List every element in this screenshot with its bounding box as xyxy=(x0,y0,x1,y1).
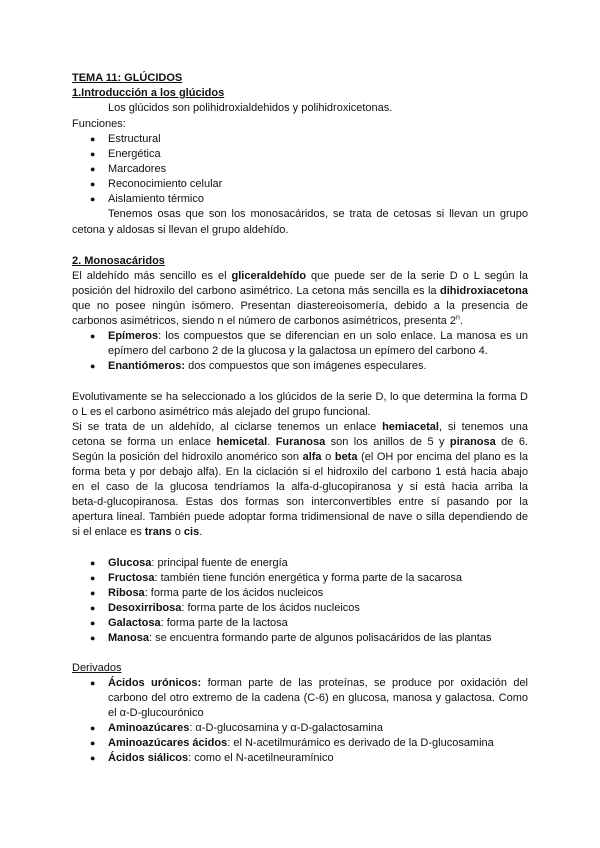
bullet-icon: ● xyxy=(90,588,96,598)
bullet-icon: ● xyxy=(90,361,96,371)
sugar-item: Glucosa: principal fuente de energía xyxy=(108,557,288,569)
bullet-icon: ● xyxy=(90,723,96,733)
derivado-item: el α-D-glucourónico xyxy=(108,707,204,719)
sugar-item: Ribosa: forma parte de los ácidos nucleicos xyxy=(108,587,324,599)
bullet-icon: ● xyxy=(90,134,96,144)
bullet-icon: ● xyxy=(90,678,96,688)
paragraph-line: en el caso de la glucosa tendríamos la alfa-d-glucopiranosa y si está hacia arriba la xyxy=(72,481,528,493)
bullet-icon: ● xyxy=(90,194,96,204)
bullet-icon: ● xyxy=(90,558,96,568)
paragraph-line: si el enlace es trans o cis. xyxy=(72,526,203,538)
funciones-label: Funciones: xyxy=(72,118,126,130)
derivado-item: Ácidos siálicos: como el N-acetilneuramínico xyxy=(108,752,334,764)
bullet-icon: ● xyxy=(90,603,96,613)
funcion-item: Estructural xyxy=(108,133,161,145)
osas-text: cetona y aldosas si llevan el grupo aldehído. xyxy=(72,224,289,236)
paragraph-line: El aldehído más sencillo es el gliceraldehído que puede ser de la serie D o L según la xyxy=(72,270,528,282)
funcion-item: Aislamiento térmico xyxy=(108,193,204,205)
bullet-icon: ● xyxy=(90,149,96,159)
bullet-icon: ● xyxy=(90,753,96,763)
derivado-item: Aminoazúcares: α-D-glucosamina y α-D-galactosamina xyxy=(108,722,383,734)
section-1-heading: 1.Introducción a los glúcidos xyxy=(72,87,225,99)
funcion-item: Marcadores xyxy=(108,163,167,175)
osas-text: Tenemos osas que son los monosacáridos, se trata de cetosas si llevan un grupo xyxy=(108,208,528,220)
sugar-item: Manosa: se encuentra formando parte de algunos polisacáridos de las plantas xyxy=(108,632,492,644)
paragraph-line: Evolutivamente se ha seleccionado a los glúcidos de la serie D, lo que determina la forma D xyxy=(72,391,528,403)
derivados-heading: Derivados xyxy=(72,662,122,674)
sugar-item: Desoxirribosa: forma parte de los ácidos nucleicos xyxy=(108,602,360,614)
bullet-icon: ● xyxy=(90,331,96,341)
bullet-icon: ● xyxy=(90,633,96,643)
bullet-icon: ● xyxy=(90,164,96,174)
paragraph-line: Según la posición del hidroxilo anomérico son alfa o beta (el OH por encima del plano es la xyxy=(72,451,529,463)
bullet-icon: ● xyxy=(90,179,96,189)
sugar-item: Galactosa: forma parte de la lactosa xyxy=(108,617,288,629)
paragraph-line: o L es el carbono asimétrico más alejado del grupo funcional. xyxy=(72,406,371,418)
paragraph-line: que no posee ningún isómero. Presentan diastereoisomería, debido a la presencia de xyxy=(72,300,528,312)
bullet-icon: ● xyxy=(90,573,96,583)
paragraph-line: Si se trata de un aldehído, al ciclarse tenemos un enlace hemiacetal, si tenemos una xyxy=(72,421,528,433)
bullet-icon: ● xyxy=(90,618,96,628)
sugar-item: Fructosa: también tiene función energética y forma parte de la sacarosa xyxy=(108,572,463,584)
epimeros-item: Epímeros: los compuestos que se diferencian en un solo enlace. La manosa es un xyxy=(108,330,528,342)
derivado-item: Aminoazúcares ácidos: el N-acetilmurámico es derivado de la D-glucosamina xyxy=(108,737,494,749)
document-title: TEMA 11: GLÚCIDOS xyxy=(72,72,183,84)
paragraph-line: posición del hidroxilo del carbono asimétrico. La cetona más sencilla es la dihidroxiacetona xyxy=(72,285,528,297)
paragraph-line: apertura lineal. También puede adoptar forma tridimensional de nave o silla dependiendo de xyxy=(72,511,528,523)
intro-text: Los glúcidos son polihidroxialdehidos y polihidroxicetonas. xyxy=(108,102,393,114)
paragraph-line: beta-d-glucopiranosa. Estas dos formas son interconvertibles entre sí pasando por la xyxy=(72,496,528,508)
derivado-item: carbono del otro extremo de la cadena (C-6) en glucosa, manosa y galactosa. Como xyxy=(108,692,528,704)
section-2-heading: 2. Monosacáridos xyxy=(72,255,165,267)
paragraph-line: carbonos asimétricos, siendo n el número de carbonos asimétricos, presenta 2$^n$. xyxy=(72,314,463,327)
enantiomeros-item: Enantiómeros: dos compuestos que son imágenes especulares. xyxy=(108,360,427,372)
paragraph-line: cetona se forma un enlace hemicetal. Furanosa son los anillos de 5 y piranosa de 6. xyxy=(72,436,528,448)
epimeros-item: epímero del carbono 2 de la glucosa y la galactosa un epímero del carbono 4. xyxy=(108,345,488,357)
bullet-icon: ● xyxy=(90,738,96,748)
funcion-item: Reconocimiento celular xyxy=(108,178,223,190)
funcion-item: Energética xyxy=(108,148,161,160)
paragraph-line: forma beta y por debajo alfa). En la ciclación si el hidroxilo del carbono 1 está hacia abajo xyxy=(72,466,528,478)
derivado-item: Ácidos urónicos: forman parte de las proteínas, se produce por oxidación del xyxy=(108,677,529,689)
